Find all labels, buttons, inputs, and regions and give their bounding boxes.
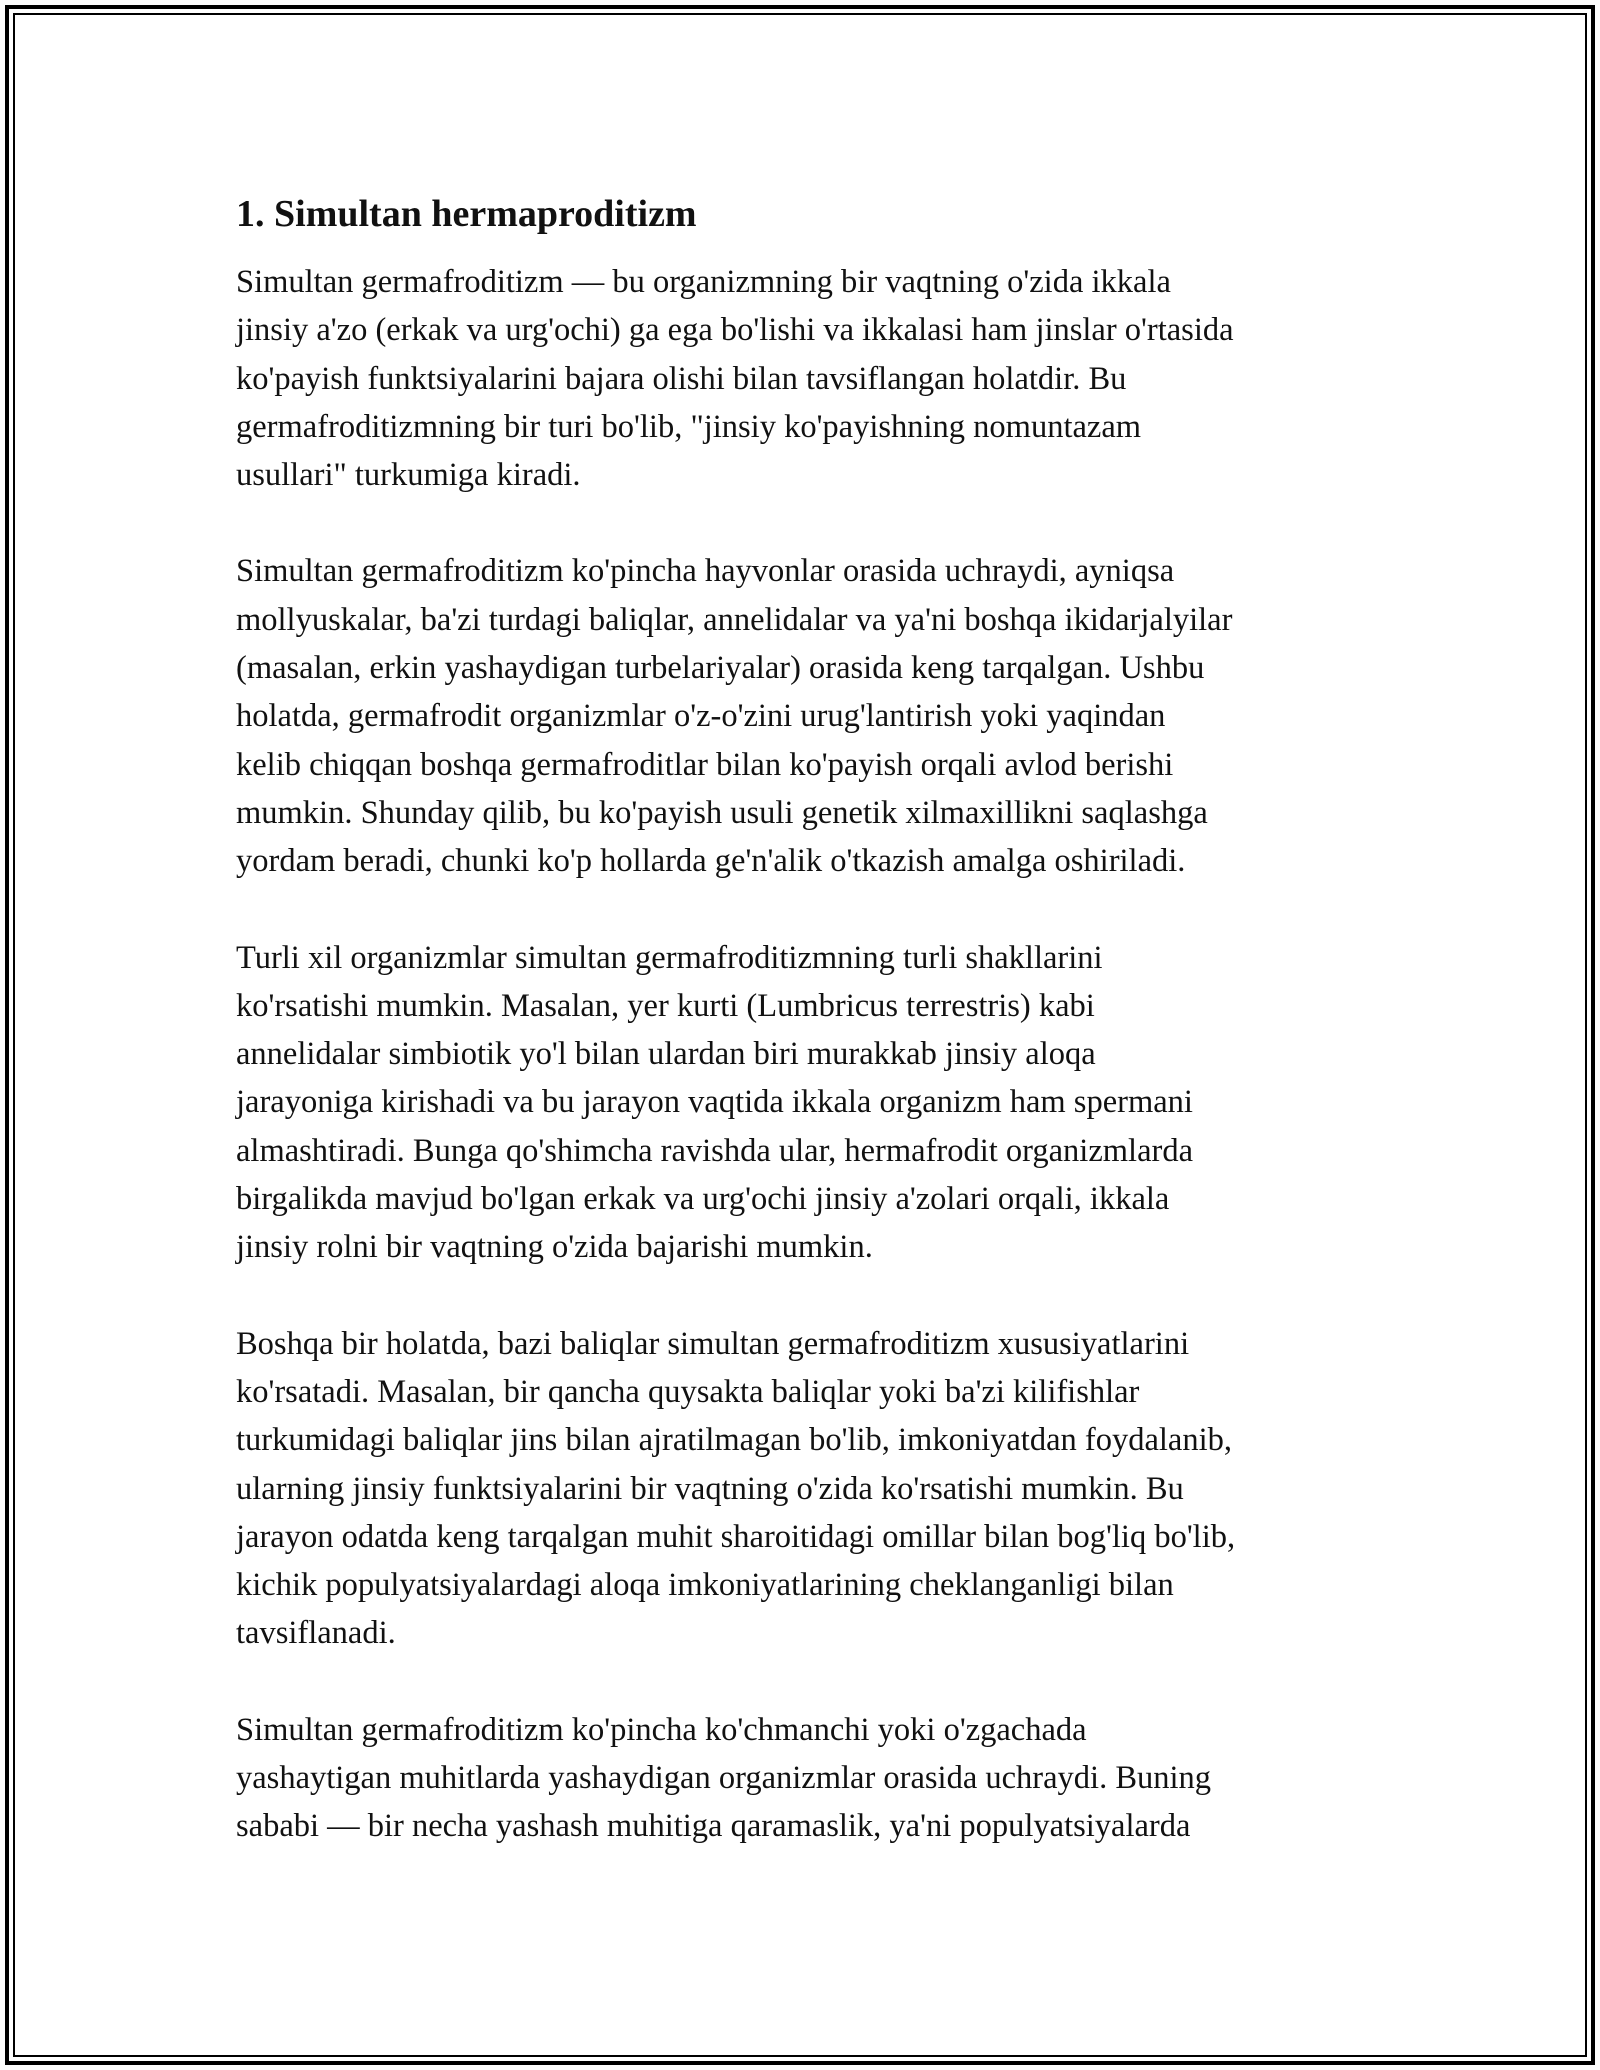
text-line: yashaytigan muhitlarda yashaydigan organizmlar orasida uchraydi. Buning [236, 1760, 1212, 1797]
text-line: jarayoniga kirishadi va bu jarayon vaqtida ikkala organizm ham spermani [236, 1084, 1193, 1121]
text-line: jarayon odatda keng tarqalgan muhit sharoitidagi omillar bilan bog'liq bo'lib, [236, 1518, 1236, 1555]
text-line: annelidalar simbiotik yo'l bilan ulardan biri murakkab jinsiy aloqa [236, 1036, 1096, 1073]
text-line: Simultan germafroditizm ko'pincha ko'chmanchi yoki o'zgachada [236, 1711, 1087, 1748]
text-line: kelib chiqqan boshqa germafroditlar bilan ko'payish orqali avlod berishi [236, 746, 1174, 783]
text-line: ko'rsatishi mumkin. Masalan, yer kurti (Lumbricus terrestris) kabi [236, 987, 1095, 1024]
text-line: Simultan germafroditizm — bu organizmning bir vaqtning o'zida ikkala [236, 264, 1171, 300]
paragraph-5 [236, 1706, 1386, 1851]
paragraph-2 [236, 547, 1386, 885]
text-line: sababi — bir necha yashash muhitiga qaramaslik, ya'ni populyatsiyalarda [236, 1808, 1191, 1845]
text-line: almashtiradi. Bunga qo'shimcha ravishda ular, hermafrodit organizmlarda [236, 1132, 1193, 1169]
text-line: yordam beradi, chunki ko'p hollarda ge'n'alik o'tkazish amalga oshiriladi. [236, 843, 1186, 880]
text-line: germafroditizmning bir turi bo'lib, "jinsiy ko'payishning nomuntazam [236, 408, 1142, 445]
text-line: ko'payish funktsiyalarini bajara olishi bilan tavsiflangan holatdir. Bu [236, 360, 1127, 397]
text-line: ularning jinsiy funktsiyalarini bir vaqtning o'zida ko'rsatishi mumkin. Bu [236, 1470, 1184, 1507]
text-line: tavsiflanadi. [236, 1615, 396, 1652]
text-line: birgalikda mavjud bo'lgan erkak va urg'ochi jinsiy a'zolari orqali, ikkala [236, 1181, 1170, 1218]
text-line: Simultan germafroditizm ko'pincha hayvonlar orasida uchraydi, ayniqsa [236, 553, 1175, 590]
text-line: jinsiy a'zo (erkak va urg'ochi) ga ega bo'lishi va ikkalasi ham jinslar o'rtasida [236, 312, 1234, 349]
text-line: ko'rsatadi. Masalan, bir qancha quysakta baliqlar yoki ba'zi kilifishlar [236, 1373, 1140, 1410]
text-line: holatda, germafrodit organizmlar o'z-o'zini urug'lantirish yoki yaqindan [236, 698, 1166, 735]
paragraph-4 [236, 1320, 1386, 1658]
text-line: Boshqa bir holatda, bazi baliqlar simultan germafroditizm xususiyatlarini [236, 1325, 1190, 1362]
section-heading: 1. Simultan hermaproditizm [236, 193, 697, 235]
document-body [236, 188, 1386, 1899]
text-line: Turli xil organizmlar simultan germafroditizmning turli shakllarini [236, 939, 1103, 976]
paragraph-1 [236, 258, 1386, 499]
text-line: (masalan, erkin yashaydigan turbelariyalar) orasida keng tarqalgan. Ushbu [236, 650, 1205, 687]
text-line: mumkin. Shunday qilib, bu ko'payish usuli genetik xilmaxillikni saqlashga [236, 794, 1208, 831]
text-line: kichik populyatsiyalardagi aloqa imkoniyatlarining cheklanganligi bilan [236, 1567, 1174, 1604]
text-line: mollyuskalar, ba'zi turdagi baliqlar, annelidalar va ya'ni boshqa ikidarjalyilar [236, 601, 1233, 638]
paragraph-3 [236, 934, 1386, 1272]
text-line: usullari" turkumiga kiradi. [236, 457, 581, 494]
text-line: turkumidagi baliqlar jins bilan ajratilmagan bo'lib, imkoniyatdan foydalanib, [236, 1422, 1232, 1459]
text-line: jinsiy rolni bir vaqtning o'zida bajarishi mumkin. [236, 1229, 873, 1266]
